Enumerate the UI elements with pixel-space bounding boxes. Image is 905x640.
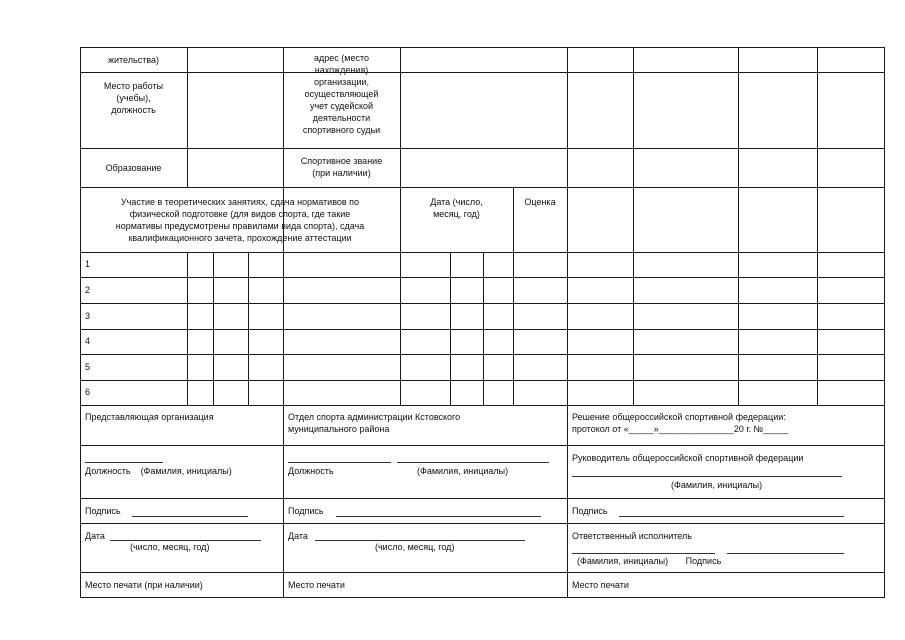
org-address-label: адрес (место нахождения) организации, осуществляющей учет судейской деятельности спортивного судьи [302, 53, 381, 135]
rule [80, 72, 885, 73]
position-name-left-label: Должность (Фамилия, инициалы) [85, 466, 232, 476]
rule [567, 47, 568, 598]
rule [187, 47, 188, 187]
row-number: 3 [85, 311, 91, 321]
row-number: 6 [85, 387, 91, 397]
sport-title-label: Спортивное звание (при наличии) [300, 156, 383, 178]
rule [80, 47, 81, 598]
education-label: Образование [105, 163, 162, 173]
rule [483, 252, 484, 405]
date-hint-mid: (число, месяц, год) [375, 542, 455, 552]
rule [513, 187, 514, 405]
work-label: Место работы (учебы), должность [103, 81, 164, 115]
rule [80, 445, 885, 446]
rule [633, 47, 634, 405]
signature-line-mid [336, 516, 541, 517]
signature-line-left [132, 516, 248, 517]
seal-optional-label: Место печати (при наличии) [85, 580, 203, 590]
signature-label-left: Подпись [85, 506, 121, 516]
federation-decision-label: Решение общероссийской спортивной федерации: протокол от «_____»_______________20 г. №_____ [572, 412, 789, 434]
presenting-org-label: Представляющая организация [85, 412, 214, 422]
responsible-signature-line [727, 553, 844, 554]
row-number: 5 [85, 362, 91, 372]
row-number: 1 [85, 259, 91, 269]
responsible-label: Ответственный исполнитель [572, 531, 692, 541]
seal-right-label: Место печати [572, 580, 629, 590]
rule [450, 252, 451, 405]
rule [80, 47, 885, 48]
rule [80, 572, 885, 573]
seal-mid-label: Место печати [288, 580, 345, 590]
rule [80, 597, 885, 598]
rule [80, 405, 885, 406]
rule [80, 148, 885, 149]
residence-label: жительства) [107, 55, 160, 65]
rule [187, 252, 188, 405]
name-line [397, 462, 549, 463]
grade-header: Оценка [524, 197, 556, 207]
position-mid-label: Должность [288, 466, 334, 476]
date-hint-left: (число, месяц, год) [130, 542, 210, 552]
signature-line-right [619, 516, 844, 517]
rule [884, 47, 885, 598]
date-label-left: Дата [85, 531, 105, 541]
responsible-hint: (Фамилия, инициалы) Подпись [577, 556, 722, 566]
date-label-mid: Дата [288, 531, 308, 541]
rule [400, 47, 401, 187]
rule [817, 47, 818, 405]
rule [80, 498, 885, 499]
rule [738, 47, 739, 405]
sport-department-label: Отдел спорта администрации Кстовского муниципального района [288, 412, 461, 434]
row-number: 2 [85, 285, 91, 295]
signature-label-right: Подпись [572, 506, 608, 516]
participation-header: Участие в теоретических занятиях, сдача нормативов по физической подготовке (для видов спорта, где такие нормативы предусмотрены правилами вида спорта), сдача квалификационного зачета, прохождение аттестации [115, 197, 365, 243]
federation-head-label: Руководитель общероссийской спортивной федерации [572, 453, 804, 463]
signature-label-mid: Подпись [288, 506, 324, 516]
name-right-label: (Фамилия, инициалы) [671, 480, 763, 490]
responsible-name-line [572, 553, 715, 554]
rule [213, 252, 214, 405]
rule [80, 523, 885, 524]
date-header: Дата (число, месяц, год) [430, 197, 483, 219]
rule [80, 187, 885, 188]
rule [248, 252, 249, 405]
row-number: 4 [85, 336, 91, 346]
position-name-line [85, 462, 163, 463]
application-form [80, 47, 885, 598]
position-line [288, 462, 391, 463]
name-mid-label: (Фамилия, инициалы) [417, 466, 509, 476]
federation-head-line [572, 476, 842, 477]
